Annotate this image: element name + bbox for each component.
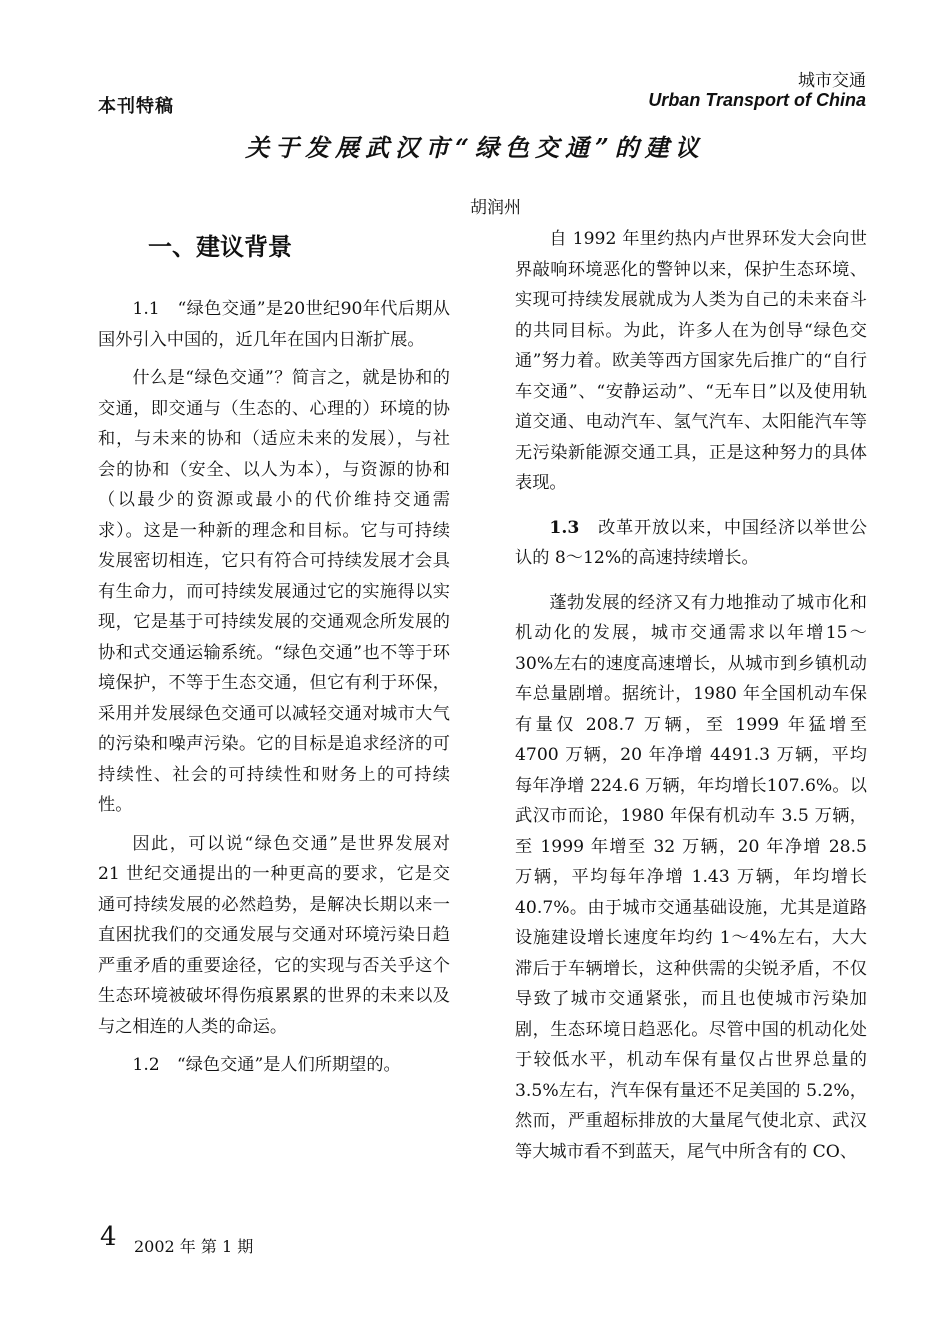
paragraph-text: 改革开放以来，中国经济以举世公认的 8～12%的高速持续增长。 bbox=[515, 517, 867, 568]
right-column bbox=[515, 224, 867, 1167]
paragraph: 自 1992 年里约热内卢世界环发大会向世界敲响环境恶化的警钟以来，保护生态环境、实现可持续发展就成为人类为自己的未来奋斗的共同目标。为此，许多人在为创导“绿色交通”努力着。欧美等西方国家先后推广的“自行车交通”、“安静运动”、“无车日”以及使用轨道交通、电动汽车、氢气汽车、太阳能汽车等无污染新能源交通工具，正是这种努力的具体表现。 bbox=[515, 229, 867, 493]
page-number: 4 bbox=[100, 1222, 117, 1252]
paragraph: 1.2 “绿色交通”是人们所期望的。 bbox=[132, 1055, 401, 1075]
article-author: 胡润州 bbox=[470, 198, 521, 218]
section-tag: 本刊特稿 bbox=[98, 96, 174, 117]
left-column bbox=[98, 224, 450, 1081]
journal-name-en: Urban Transport of China bbox=[648, 90, 866, 110]
paragraph: 因此，可以说“绿色交通”是世界发展对 21 世纪交通提出的一种更高的要求，它是交通可持续发展的必然趋势，是解决长期以来一直困扰我们的交通发展与交通对环境污染日趋严重矛盾的重要途径，它的实现与否关乎这个生态环境被破坏得伤痕累累的世界的未来以及与之相连的人类的命运。 bbox=[98, 833, 450, 1037]
section-number: 1.3 bbox=[549, 517, 580, 538]
paragraph: 1.1 “绿色交通”是20世纪90年代后期从国外引入中国的，近几年在国内日渐扩展。 bbox=[98, 299, 450, 350]
article-title: 关于发展武汉市“绿色交通”的建议 bbox=[245, 133, 705, 162]
paragraph bbox=[515, 513, 867, 574]
issue-label: 2002 年 第 1 期 bbox=[134, 1237, 254, 1256]
paragraph: 什么是“绿色交通”？简言之，就是协和的交通，即交通与（生态的、心理的）环境的协和，与未来的协和（适应未来的发展），与社会的协和（安全、以人为本），与资源的协和（以最少的资源或最小的代价维持交通需求）。这是一种新的理念和目标。它与可持续发展密切相连，它只有符合可持续发展才会具有生命力，而可持续发展通过它的实施得以实现，它是基于可持续发展的交通观念所发展的协和式交通运输系统。“绿色交通”也不等于环境保护，不等于生态交通，但它有利于环保，采用并发展绿色交通可以减轻交通对城市大气的污染和噪声污染。它的目标是追求经济的可持续性、社会的可持续性和财务上的可持续性。 bbox=[98, 368, 450, 815]
journal-name-cn: 城市交通 bbox=[798, 71, 866, 91]
paragraph: 蓬勃发展的经济又有力地推动了城市化和机动化的发展，城市交通需求以年增15～30%左右的速度高速增长，从城市到乡镇机动车总量剧增。据统计，1980 年全国机动车保有量仅 208.7 万辆，至 1999 年猛增至 4700 万辆，20 年净增 4491.3 万辆，平均每年净增 224.6 万辆，年均增长107.6%。以武汉市而论，1980 年保有机动车 3.5 万辆，至 1999 年增至 32 万辆，20 年净增 28.5 万辆，平均每年净增 1.43 万辆，年均增长 40.7%。由于城市交通基础设施，尤其是道路设施建设增长速度年均约 1～4%左右，大大滞后于车辆增长，这种供需的尖锐矛盾，不仅导致了城市交通紧张，而且也使城市污染加剧，生态环境日趋恶化。尽管中国的机动化处于较低水平，机动车保有量仅占世界总量的 3.5%左右，汽车保有量还不足美国的 5.2%，然而，严重超标排放的大量尾气使北京、武汉等大城市看不到蓝天，尾气中所含有的 CO、 bbox=[515, 592, 867, 1162]
section-heading: 一、建议背景 bbox=[148, 233, 292, 261]
